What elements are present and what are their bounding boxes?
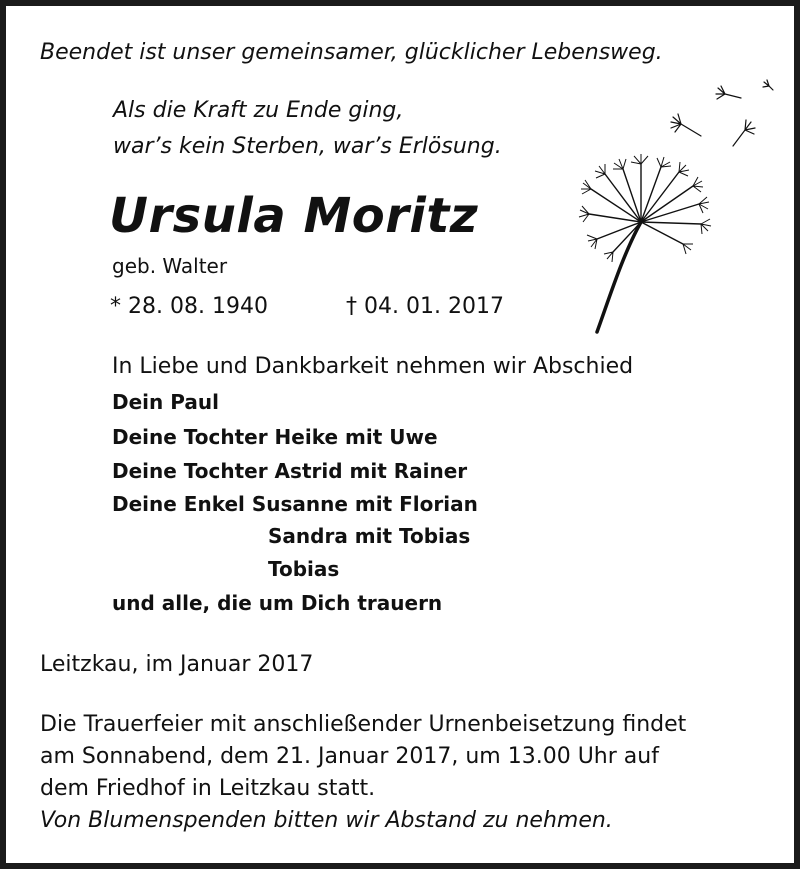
funeral-info-line: Die Trauerfeier mit anschließender Urnenbeisetzung findet [40, 712, 687, 737]
mourner-line: Tobias [268, 557, 340, 581]
closing-line: Von Blumenspenden bitten wir Abstand zu nehmen. [40, 808, 613, 833]
mourner-line: Sandra mit Tobias [268, 524, 471, 548]
death-date: † 04. 01. 2017 [346, 294, 504, 319]
funeral-info-line: dem Friedhof in Leitzkau statt. [40, 776, 376, 801]
mourner-line: Deine Enkel Susanne mit Florian [112, 492, 478, 516]
deceased-name: Ursula Moritz [109, 188, 479, 244]
funeral-info-line: am Sonnabend, dem 21. Januar 2017, um 13.00 Uhr auf [40, 744, 659, 769]
place-date: Leitzkau, im Januar 2017 [40, 652, 314, 677]
dandelion-icon [561, 74, 776, 338]
opening-line: Beendet ist unser gemeinsamer, glücklicher Lebensweg. [40, 40, 663, 65]
mourner-line: und alle, die um Dich trauern [112, 591, 443, 615]
mourner-line: Deine Tochter Heike mit Uwe [112, 425, 438, 449]
verse-line-2: war’s kein Sterben, war’s Erlösung. [113, 134, 502, 159]
verse-line-1: Als die Kraft zu Ende ging, [113, 98, 404, 123]
maiden-name: geb. Walter [112, 254, 228, 278]
mourner-line: Dein Paul [112, 390, 219, 414]
birth-date: * 28. 08. 1940 [110, 294, 268, 319]
mourners-intro: In Liebe und Dankbarkeit nehmen wir Abschied [112, 354, 634, 379]
mourner-line: Deine Tochter Astrid mit Rainer [112, 459, 468, 483]
